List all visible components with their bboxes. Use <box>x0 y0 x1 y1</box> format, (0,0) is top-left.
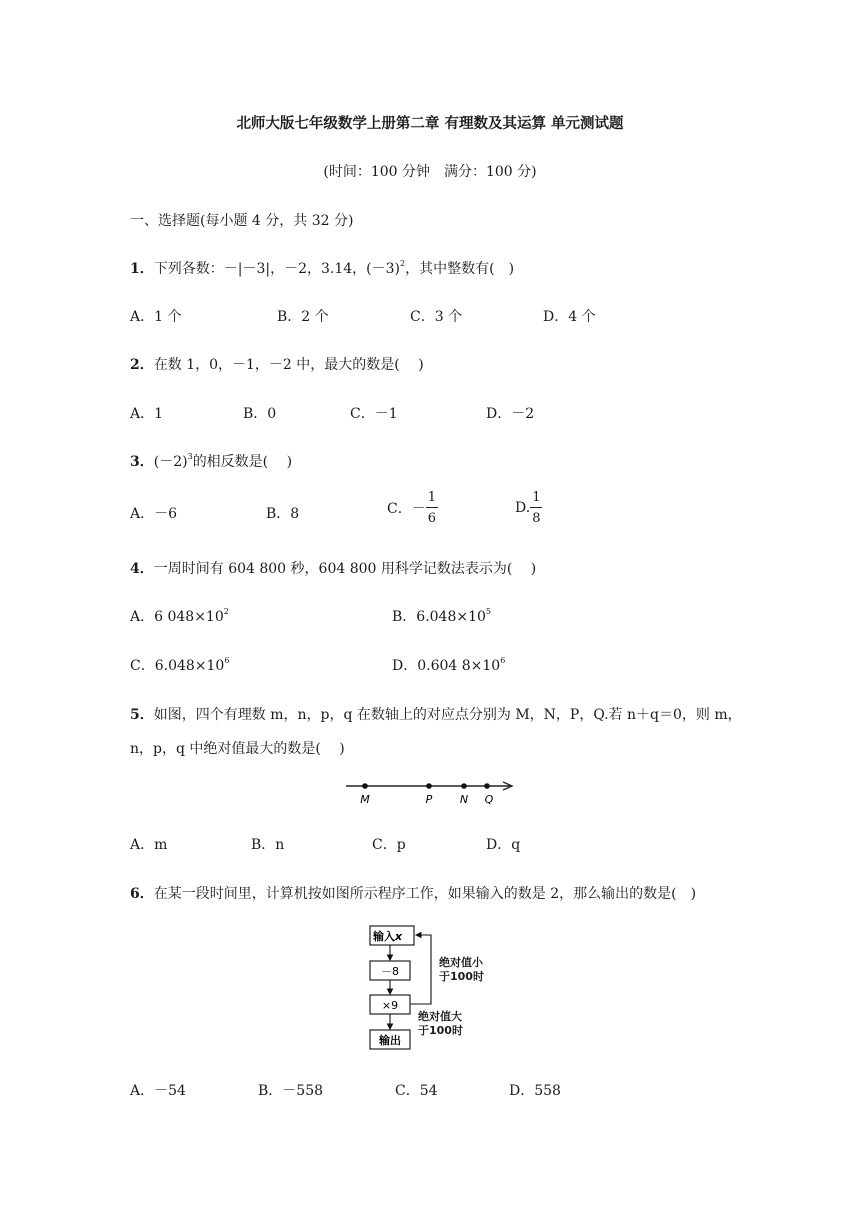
option-d[interactable]: D．4 个 <box>543 309 596 325</box>
option-c[interactable]: C．54 <box>395 1083 438 1099</box>
exponent: 2 <box>223 607 229 616</box>
question-4 <box>130 558 536 578</box>
exponent: 2 <box>400 259 406 268</box>
option-c[interactable] <box>387 491 438 525</box>
question-1 <box>130 258 514 278</box>
option-d[interactable] <box>515 491 542 525</box>
option-c[interactable]: C．－1 <box>350 406 398 422</box>
exit-condition-line: 绝对值大 <box>418 1010 462 1023</box>
denominator: 6 <box>427 511 436 526</box>
point-label-p: P <box>425 793 433 806</box>
option-text: B．6.048×10 <box>392 609 486 625</box>
option-a[interactable]: A．－6 <box>130 506 178 522</box>
option-b[interactable]: B．0 <box>243 406 277 422</box>
question-5-continued: n，p，q 中绝对值最大的数是( ) <box>130 741 345 757</box>
question-number: 3． <box>130 454 154 470</box>
question-text: 在数 1，0，－1，－2 中，最大的数是( ) <box>153 357 424 373</box>
option-c[interactable]: C．p <box>372 837 406 853</box>
loop-condition-line: 于100时 <box>439 970 484 983</box>
option-text: C．6.048×10 <box>130 658 225 674</box>
option-a[interactable]: A．－54 <box>130 1083 186 1099</box>
question-5 <box>130 704 742 724</box>
question-number: 4． <box>130 561 154 577</box>
numerator: 1 <box>530 491 542 508</box>
point-label-q: Q <box>484 793 494 806</box>
option-text: D．0.604 8×10 <box>392 658 501 674</box>
question-number: 6． <box>130 886 154 902</box>
output-label: 输出 <box>379 1034 401 1047</box>
number-line-figure <box>340 776 520 808</box>
option-d[interactable]: D．558 <box>509 1083 561 1099</box>
point-p <box>426 783 432 789</box>
exponent: 6 <box>224 656 230 665</box>
subtract-label: －8 <box>381 965 399 978</box>
option-a[interactable]: A．1 <box>130 406 164 422</box>
option-b[interactable]: B．2 个 <box>277 309 329 325</box>
option-prefix: D. <box>515 500 531 516</box>
exponent: 5 <box>485 607 492 616</box>
fraction <box>530 491 542 525</box>
exponent: 6 <box>500 656 506 665</box>
point-n <box>461 783 467 789</box>
question-number: 1． <box>130 261 154 277</box>
question-text: ，其中整数有( ) <box>405 261 515 277</box>
option-b[interactable]: B．n <box>251 837 285 853</box>
point-q <box>484 783 490 789</box>
fraction <box>426 491 438 525</box>
option-c[interactable]: C．3 个 <box>410 309 463 325</box>
section-heading-multiple-choice: 一、选择题(每小题 4 分，共 32 分) <box>130 213 354 229</box>
question-text: 一周时间有 604 800 秒，604 800 用科学记数法表示为( ) <box>153 561 537 577</box>
point-m <box>362 783 368 789</box>
question-text: 如图，四个有理数 m，n，p，q 在数轴上的对应点分别为 M，N，P，Q.若 n＋q＝0，则 m， <box>153 707 742 723</box>
point-label-m: M <box>360 793 370 806</box>
question-3 <box>130 451 292 471</box>
option-b[interactable]: B．－558 <box>258 1083 324 1099</box>
exit-condition-line: 于100时 <box>418 1024 463 1037</box>
input-label: 输入x <box>373 930 403 943</box>
option-d[interactable] <box>392 655 505 675</box>
question-number: 5． <box>130 707 154 723</box>
option-a[interactable] <box>130 606 229 626</box>
question-text: 下列各数：－|－3|，－2，3.14，(－3) <box>153 261 401 277</box>
option-b[interactable] <box>392 606 491 626</box>
option-a[interactable]: A．1 个 <box>130 309 182 325</box>
multiply-label: ×9 <box>381 999 399 1012</box>
question-2 <box>130 354 424 374</box>
question-text: 的相反数是( ) <box>192 454 293 470</box>
question-number: 2． <box>130 357 154 373</box>
option-c[interactable] <box>130 655 229 675</box>
numerator: 1 <box>426 491 438 508</box>
option-a[interactable]: A．m <box>130 837 168 853</box>
option-b[interactable]: B．8 <box>266 506 300 522</box>
document-title: 北师大版七年级数学上册第二章 有理数及其运算 单元测试题 <box>236 115 624 132</box>
question-6 <box>130 883 696 903</box>
point-label-n: N <box>459 793 469 806</box>
exponent: 3 <box>187 452 193 461</box>
loop-condition-label <box>439 956 484 984</box>
denominator: 8 <box>532 511 541 526</box>
option-d[interactable]: D．q <box>486 837 521 853</box>
option-text: A．6 048×10 <box>130 609 224 625</box>
exit-condition-label <box>418 1010 463 1038</box>
question-text: 在某一段时间里，计算机按如图所示程序工作，如果输入的数是 2，那么输出的数是( ) <box>153 886 697 902</box>
loop-condition-line: 绝对值小 <box>439 956 483 969</box>
exam-time-and-score: (时间：100 分钟 满分：100 分) <box>323 164 537 180</box>
question-text: (－2) <box>153 454 188 470</box>
option-d[interactable]: D．－2 <box>486 406 535 422</box>
option-prefix: C．－ <box>387 501 426 517</box>
